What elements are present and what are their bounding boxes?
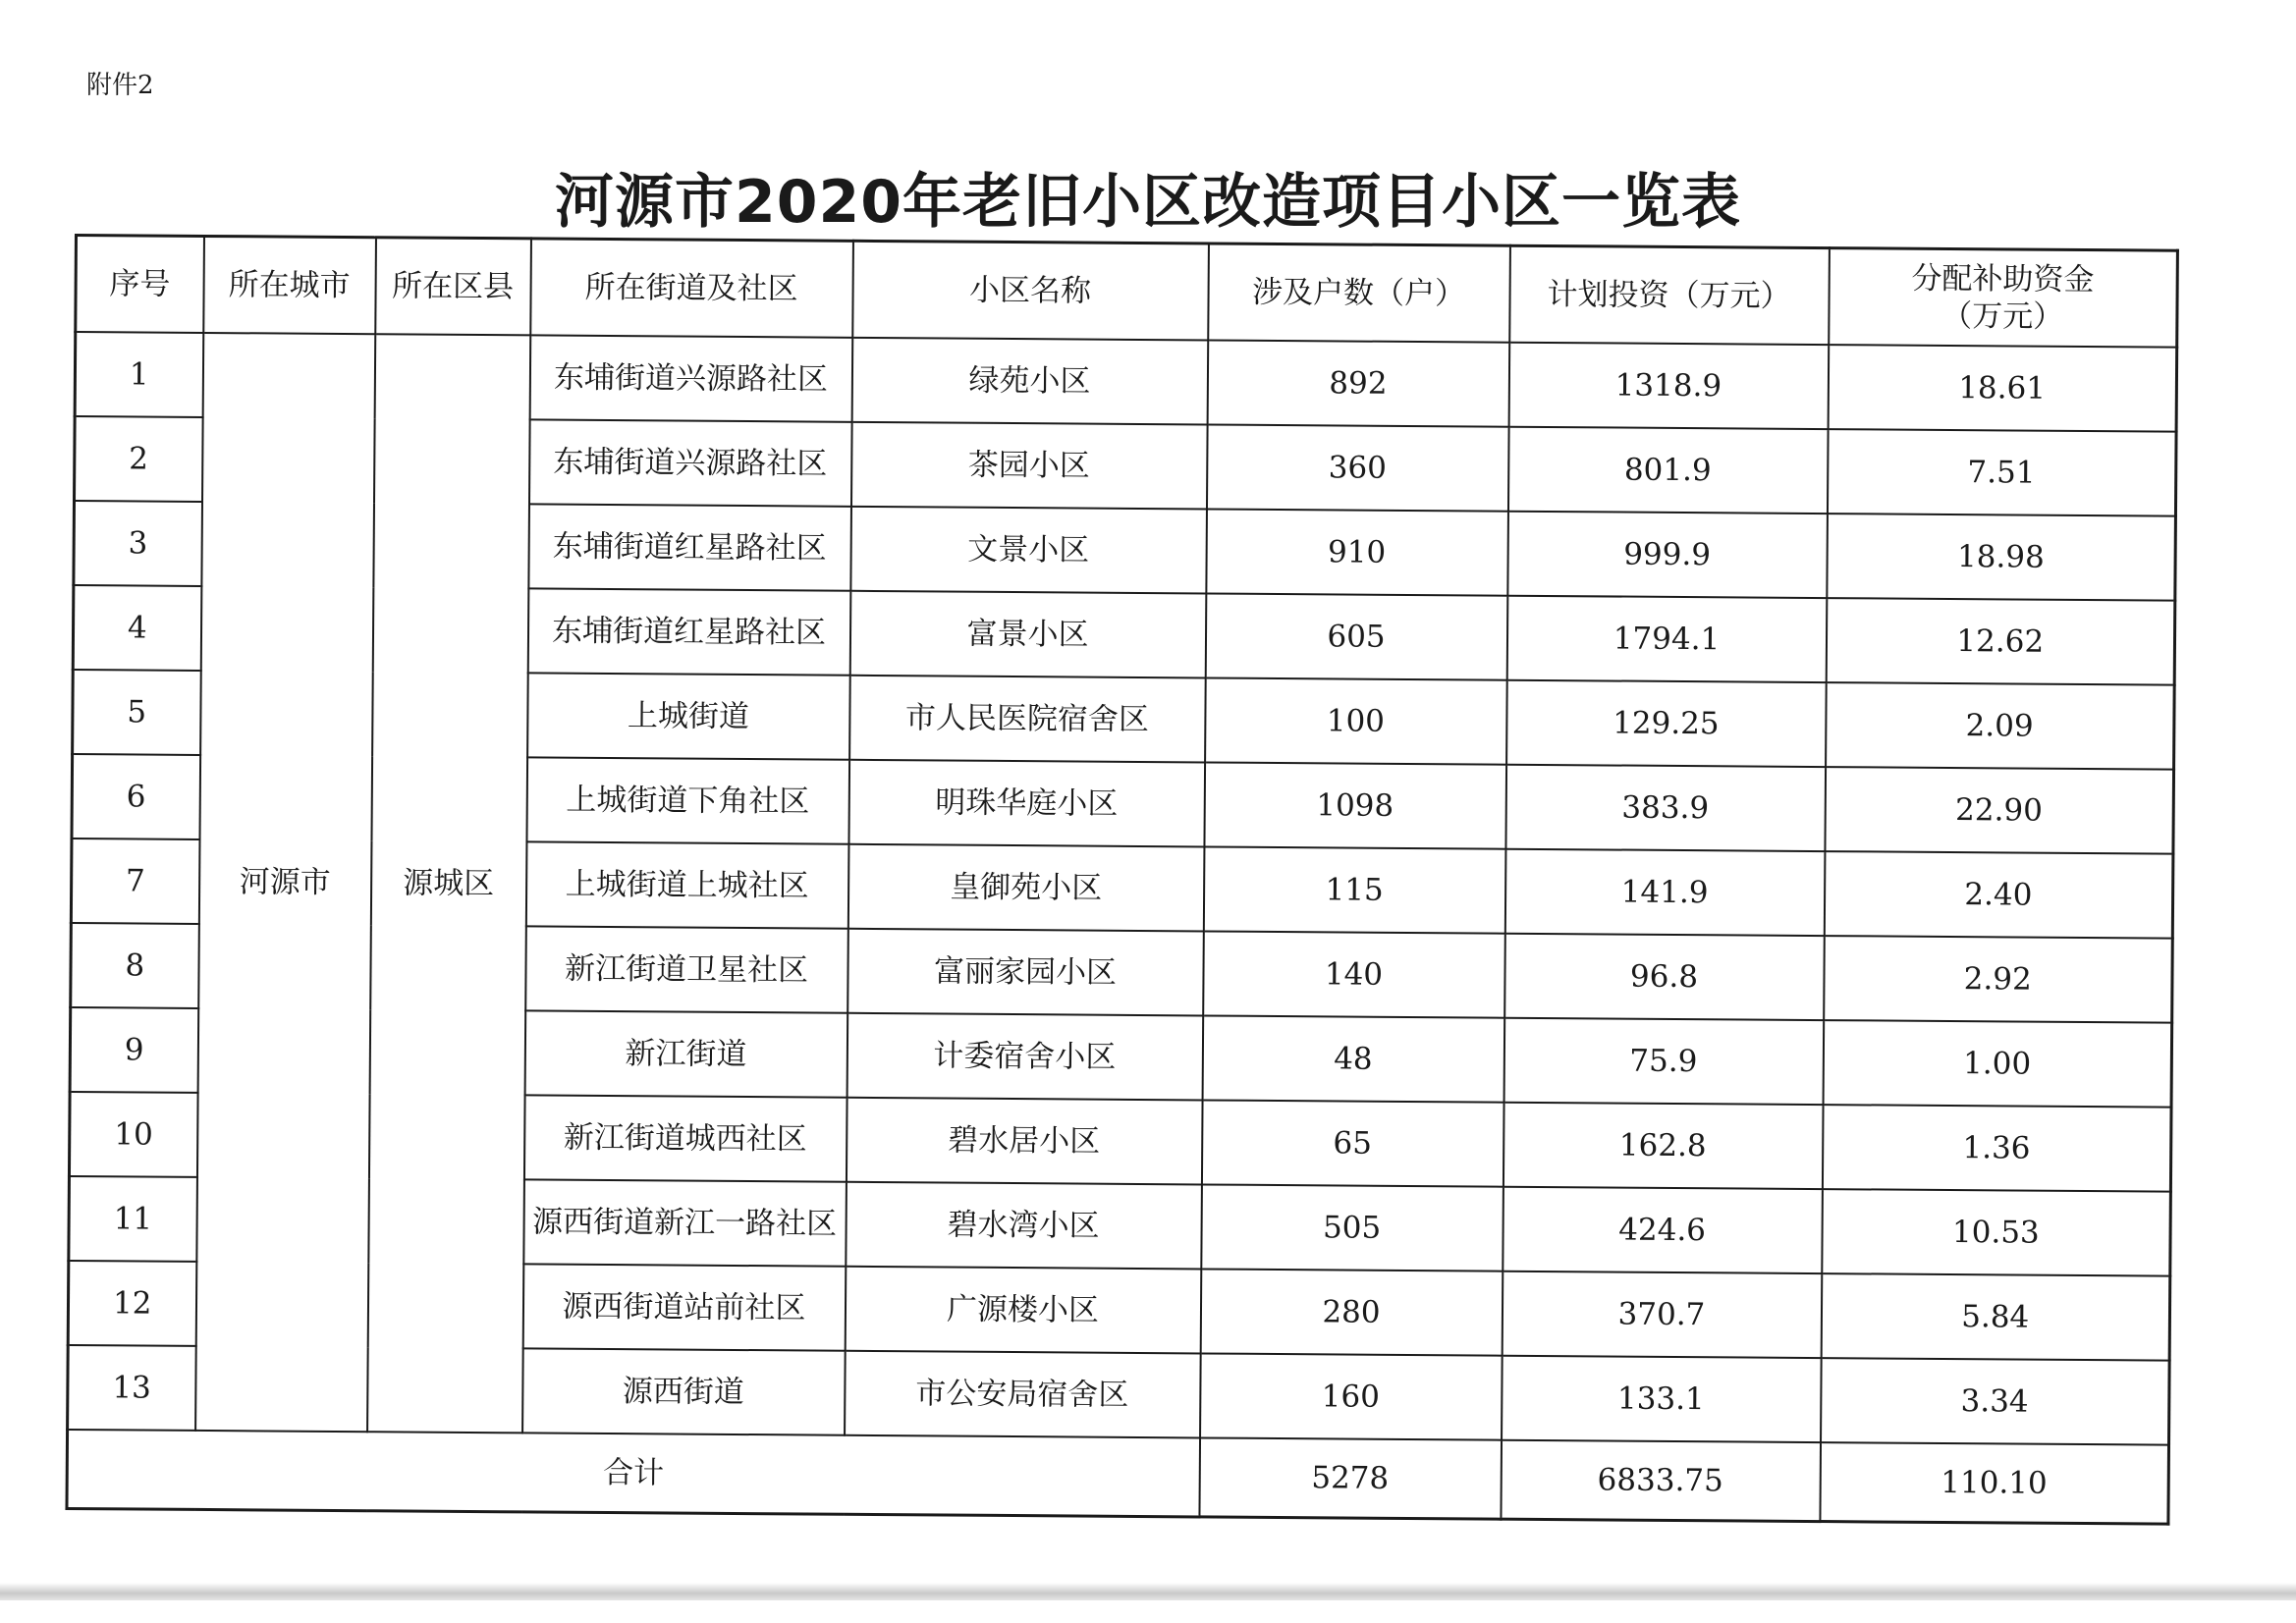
cell-community: 富丽家园小区 — [847, 929, 1204, 1016]
cell-households: 280 — [1200, 1269, 1503, 1355]
cell-investment: 141.9 — [1504, 849, 1825, 936]
cell-seq: 12 — [68, 1261, 196, 1346]
header-investment: 计划投资（万元） — [1509, 245, 1830, 345]
cell-subsidy: 2.09 — [1826, 682, 2175, 770]
cell-subsidy: 22.90 — [1825, 767, 2174, 854]
cell-seq: 3 — [74, 501, 202, 586]
header-seq: 序号 — [76, 236, 204, 333]
scan-edge-shadow — [0, 1583, 2296, 1600]
cell-street: 上城街道 — [527, 673, 850, 759]
cell-street: 源西街道新江一路社区 — [523, 1179, 847, 1266]
cell-seq: 6 — [72, 754, 200, 839]
header-community: 小区名称 — [852, 241, 1209, 340]
cell-households: 115 — [1203, 846, 1505, 933]
attachment-label: 附件2 — [86, 71, 154, 100]
cell-households: 505 — [1201, 1184, 1503, 1271]
cell-seq: 11 — [69, 1176, 197, 1262]
cell-investment: 383.9 — [1505, 765, 1826, 851]
cell-subsidy: 1.36 — [1822, 1105, 2171, 1192]
cell-subsidy: 7.51 — [1827, 429, 2176, 516]
cell-households: 140 — [1203, 931, 1505, 1017]
header-district: 所在区县 — [375, 238, 531, 336]
cell-street: 上城街道下角社区 — [526, 757, 849, 843]
cell-community: 市公安局宿舍区 — [845, 1351, 1201, 1438]
cell-community: 碧水湾小区 — [846, 1182, 1202, 1270]
cell-seq: 8 — [71, 923, 199, 1008]
total-subsidy: 110.10 — [1820, 1442, 2169, 1524]
cell-households: 605 — [1205, 593, 1507, 679]
total-households: 5278 — [1199, 1437, 1502, 1519]
cell-street: 上城街道上城社区 — [525, 841, 848, 928]
cell-households: 160 — [1200, 1353, 1503, 1439]
cell-subsidy: 1.00 — [1823, 1020, 2172, 1108]
cell-households: 48 — [1202, 1015, 1504, 1102]
cell-street: 东埔街道红星路社区 — [528, 504, 851, 590]
cell-subsidy: 12.62 — [1826, 598, 2175, 685]
total-label: 合计 — [67, 1430, 1200, 1517]
cell-investment: 133.1 — [1502, 1356, 1822, 1442]
table-row — [75, 332, 2177, 432]
cell-investment: 801.9 — [1507, 427, 1828, 514]
projects-table — [65, 234, 2178, 1526]
header-households: 涉及户数（户） — [1208, 243, 1510, 343]
cell-community: 计委宿舍小区 — [847, 1013, 1203, 1101]
cell-investment: 162.8 — [1503, 1103, 1823, 1189]
cell-subsidy: 2.92 — [1824, 936, 2173, 1023]
cell-subsidy: 10.53 — [1822, 1189, 2171, 1276]
cell-households: 100 — [1205, 677, 1507, 764]
cell-street: 东埔街道红星路社区 — [527, 588, 850, 675]
cell-community: 茶园小区 — [850, 422, 1207, 510]
cell-community: 碧水居小区 — [846, 1098, 1202, 1185]
cell-street: 源西街道站前社区 — [522, 1264, 846, 1350]
cell-investment: 96.8 — [1504, 934, 1825, 1020]
cell-community: 广源楼小区 — [845, 1267, 1201, 1354]
cell-street: 东埔街道兴源路社区 — [528, 419, 851, 506]
cell-investment: 999.9 — [1507, 512, 1828, 598]
cell-households: 360 — [1206, 424, 1508, 511]
header-city: 所在城市 — [203, 236, 376, 334]
cell-street: 东埔街道兴源路社区 — [529, 335, 852, 421]
cell-community: 皇御苑小区 — [847, 844, 1204, 932]
cell-seq: 10 — [69, 1092, 197, 1177]
cell-households: 65 — [1201, 1100, 1503, 1186]
cell-seq: 4 — [73, 585, 201, 671]
cell-households: 910 — [1206, 509, 1508, 595]
cell-community: 文景小区 — [850, 507, 1207, 594]
cell-community: 市人民医院宿舍区 — [849, 676, 1206, 763]
cell-investment: 1794.1 — [1506, 596, 1827, 682]
cell-households: 1098 — [1204, 762, 1506, 848]
cell-city: 河源市 — [195, 333, 375, 1432]
cell-subsidy: 5.84 — [1821, 1273, 2170, 1361]
header-street: 所在街道及社区 — [530, 239, 853, 338]
cell-street: 新江街道城西社区 — [523, 1095, 847, 1181]
cell-investment: 129.25 — [1506, 680, 1827, 767]
cell-investment: 424.6 — [1503, 1187, 1823, 1273]
cell-seq: 13 — [68, 1345, 196, 1431]
cell-seq: 7 — [71, 839, 199, 924]
cell-street: 源西街道 — [522, 1348, 846, 1434]
cell-households: 892 — [1207, 340, 1509, 426]
cell-subsidy: 3.34 — [1821, 1358, 2170, 1445]
cell-seq: 2 — [75, 416, 203, 502]
total-investment: 6833.75 — [1501, 1440, 1821, 1522]
header-subsidy-line2: （万元） — [1941, 298, 2064, 335]
total-row — [67, 1430, 2169, 1524]
table-body — [67, 332, 2177, 1524]
table-sheet — [65, 234, 2175, 1526]
cell-seq: 5 — [73, 670, 201, 755]
cell-district: 源城区 — [367, 334, 530, 1433]
cell-street: 新江街道卫星社区 — [525, 926, 848, 1012]
header-subsidy — [1829, 248, 2178, 348]
cell-subsidy: 18.98 — [1827, 514, 2176, 601]
cell-subsidy: 18.61 — [1828, 345, 2177, 432]
cell-investment: 75.9 — [1503, 1018, 1824, 1105]
header-subsidy-line1: 分配补助资金 — [1911, 260, 2095, 298]
cell-subsidy: 2.40 — [1824, 851, 2173, 939]
cell-community: 明珠华庭小区 — [848, 760, 1205, 847]
cell-seq: 9 — [70, 1007, 198, 1093]
document-title: 河源市2020年老旧小区改造项目小区一览表 — [555, 168, 1741, 237]
cell-investment: 370.7 — [1502, 1271, 1822, 1358]
cell-community: 绿苑小区 — [851, 338, 1208, 425]
cell-investment: 1318.9 — [1508, 343, 1829, 429]
cell-community: 富景小区 — [849, 591, 1206, 678]
cell-seq: 1 — [75, 332, 203, 417]
cell-street: 新江街道 — [524, 1010, 847, 1097]
header-row — [76, 236, 2178, 348]
